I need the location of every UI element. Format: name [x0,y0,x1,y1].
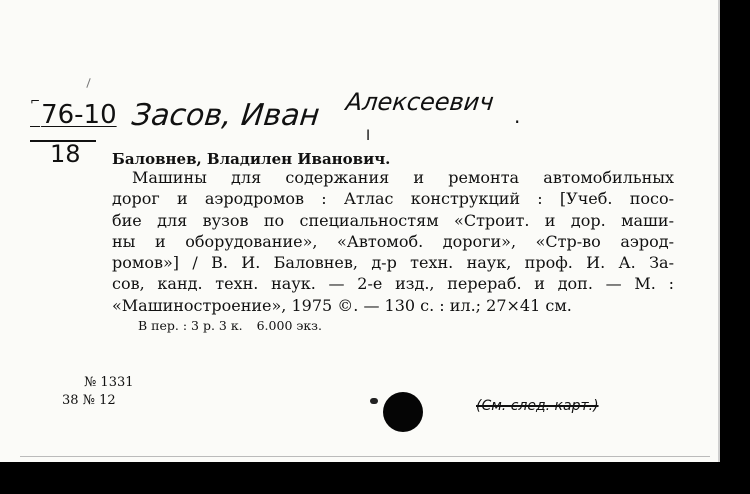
copies: 6.000 экз. [256,318,322,333]
description-line: Машины для содержания и ремонта автомобильных [132,168,674,187]
description-line: дорог и аэродромов : Атлас конструкций : [Учеб. посо- [112,189,674,209]
punch-hole [383,392,423,432]
shelf-mark-top: 76-10 [41,100,117,130]
ink-smudge [370,398,378,404]
handwritten-author: Засов, Иван [130,98,322,133]
handwritten-patronymic: Алексеевич [344,88,496,116]
description-line: сов, канд. техн. наук. — 2-е изд., перераб. и доп. — М. : [112,274,674,294]
shelf-mark-bottom: 18 [50,140,81,168]
accession-number-2: 38 № 12 [62,393,116,408]
description-line: ны и оборудование», «Автомоб. дороги», «Стр-во аэрод- [112,231,674,251]
handwritten-dot: . [514,104,521,128]
price-line [138,318,322,333]
shelf-mark [30,94,117,130]
description-line: бие для вузов по специальностям «Строит. и дор. маши- [112,210,674,230]
card-edge-line [20,456,710,457]
author-heading: Баловнев, Владилен Иванович. [112,150,391,168]
pen-mark [86,78,90,88]
price: В пер. : 3 р. 3 к. [138,318,243,333]
accession-number: № 1331 [84,375,134,390]
description-line: «Машиностроение», 1975 ©. — 130 с. : ил.; 27×41 см. [112,295,572,315]
see-next-card: (См. след. карт.) [476,398,599,414]
handwritten-tick: I [366,128,371,144]
bibliographic-description [112,167,674,316]
description-line: ромов»] / В. И. Баловнев, д-р техн. наук, проф. И. А. За- [112,253,674,273]
bracket-mark: ⌐ [30,94,41,108]
